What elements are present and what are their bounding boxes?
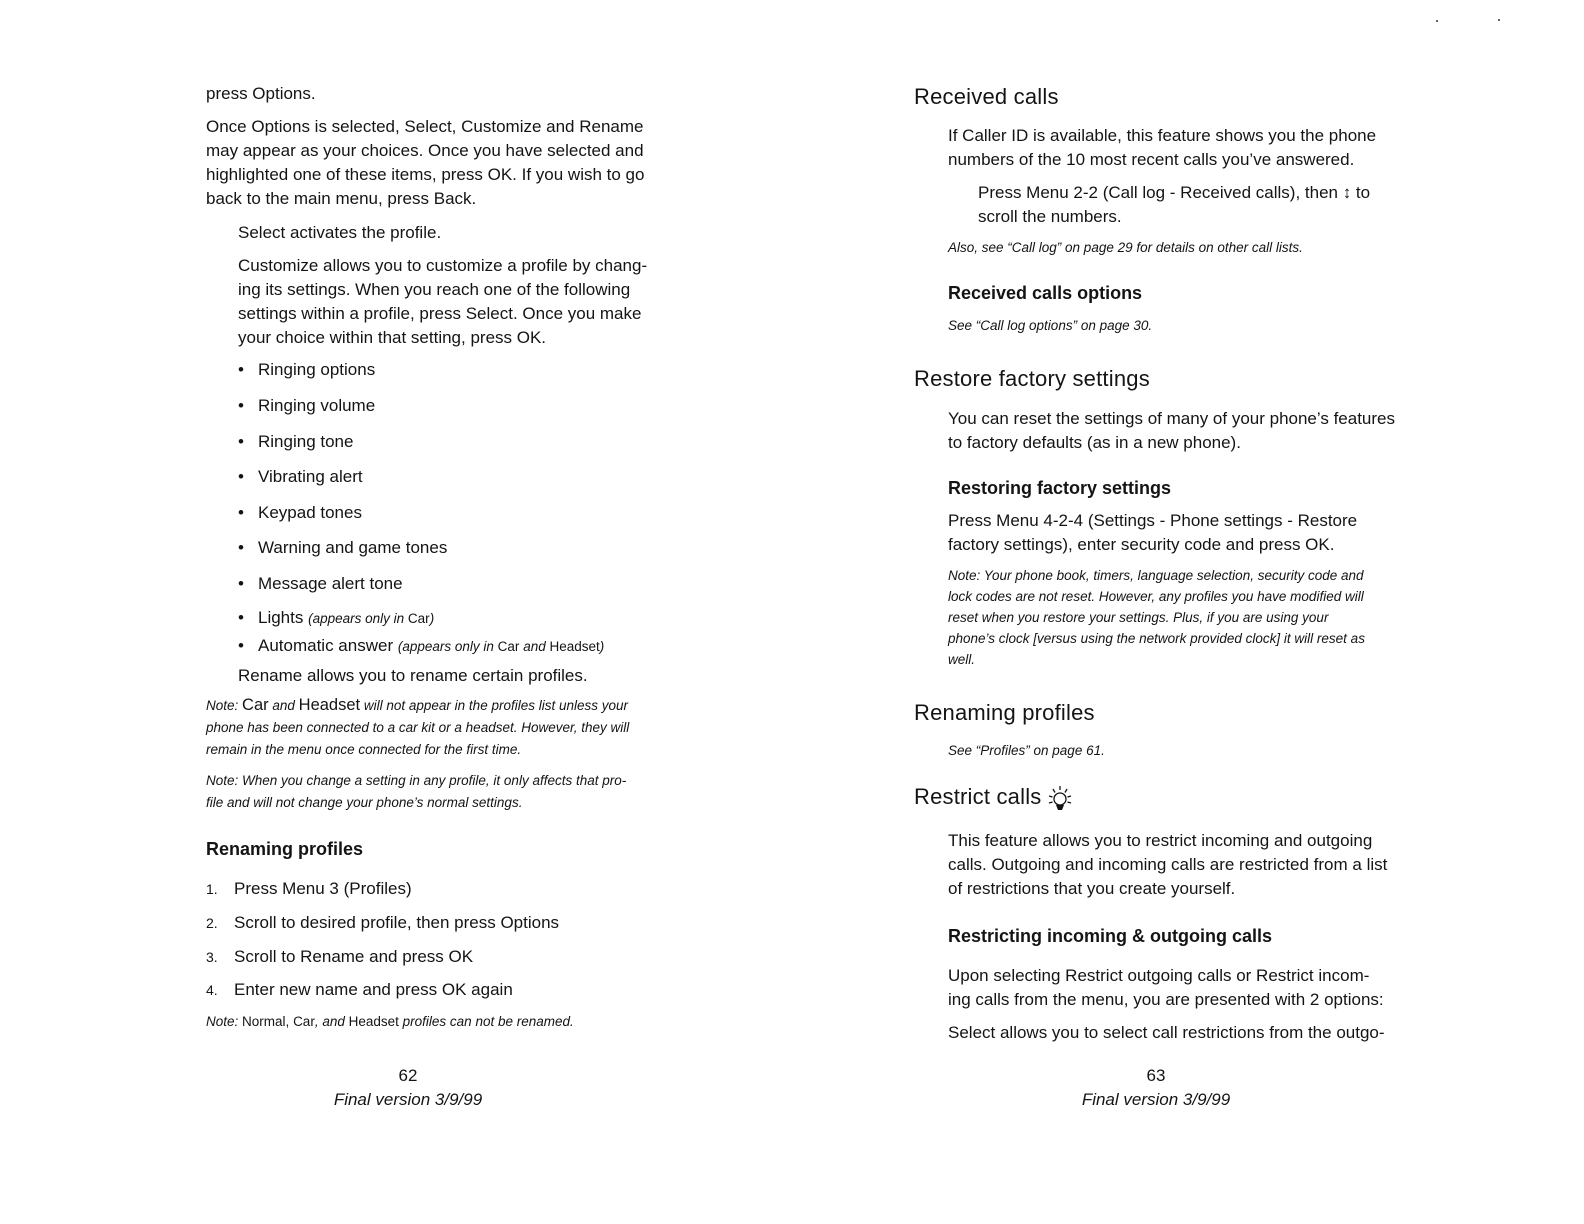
- paragraph-line: numbers of the 10 most recent calls you’ve answered.: [948, 150, 1355, 169]
- paragraph-line: Upon selecting Restrict outgoing calls or Restrict incom-: [948, 966, 1370, 985]
- list-item-label: Message alert tone: [258, 574, 403, 593]
- restricting-calls-heading: Restricting incoming & outgoing calls: [948, 926, 1273, 946]
- step-text: Scroll to desired profile, then press Options: [234, 913, 560, 932]
- list-item: • Message alert tone: [238, 574, 403, 593]
- paragraph-line: ing its settings. When you reach one of the following: [238, 280, 631, 299]
- list-item-label: Keypad tones: [258, 503, 362, 522]
- scan-speck: [1436, 20, 1438, 22]
- received-calls-crossref: Also, see “Call log” on page 29 for details on other call lists.: [948, 240, 1303, 255]
- paragraph-line: your choice within that setting, press OK.: [238, 328, 547, 347]
- paragraph-line: Customize allows you to customize a profile by chang-: [238, 256, 648, 275]
- list-item: 2. Scroll to desired profile, then press Options: [206, 913, 560, 932]
- list-item: 3. Scroll to Rename and press OK: [206, 947, 474, 966]
- page-footer: [12, 1064, 804, 1112]
- paragraph-line: ing calls from the menu, you are presented with 2 options:: [948, 990, 1384, 1009]
- paragraph-line: Press Menu 4-2-4 (Settings - Phone settings - Restore: [948, 511, 1358, 530]
- rename-paragraph: Rename allows you to rename certain profiles.: [238, 666, 588, 685]
- step-text: Press Menu 3 (Profiles): [234, 879, 412, 898]
- paragraph-line: may appear as your choices. Once you have selected and: [206, 141, 644, 160]
- list-item: 1. Press Menu 3 (Profiles): [206, 879, 412, 898]
- note-line: phone’s clock [versus using the network provided clock] it will reset as: [948, 631, 1365, 646]
- restore-factory-heading: Restore factory settings: [914, 366, 1150, 391]
- list-item-label: Lights: [258, 608, 304, 627]
- right-page: [792, 0, 1584, 1224]
- list-item: • Ringing tone: [238, 432, 354, 451]
- list-item: • Warning and game tones: [238, 538, 448, 557]
- paragraph-line: to factory defaults (as in a new phone).: [948, 433, 1241, 452]
- paragraph-line: You can reset the settings of many of your phone’s features: [948, 409, 1396, 428]
- list-item: • Ringing options: [238, 360, 376, 379]
- paragraph-line: calls. Outgoing and incoming calls are restricted from a list: [948, 855, 1388, 874]
- lightbulb-tip-icon: [1046, 784, 1074, 812]
- list-item: • Lights (appears only in Car): [238, 608, 435, 627]
- version-label: Final version 3/9/99: [333, 1090, 483, 1109]
- note-line: lock codes are not reset. However, any profiles you have modified will: [948, 589, 1364, 604]
- renaming-profiles-crossref: See “Profiles” on page 61.: [948, 743, 1105, 758]
- list-item-label: Ringing volume: [258, 396, 376, 415]
- list-item: • Keypad tones: [238, 503, 362, 522]
- intro-line: press Options.: [206, 84, 316, 103]
- list-item-label: Vibrating alert: [258, 467, 363, 486]
- paragraph-line: This feature allows you to restrict incoming and outgoing: [948, 831, 1373, 850]
- paragraph-line: settings within a profile, press Select. Once you make: [238, 304, 642, 323]
- note-line: Note: When you change a setting in any profile, it only affects that pro-: [206, 773, 627, 788]
- scan-speck: [1498, 19, 1500, 21]
- version-label: Final version 3/9/99: [1081, 1090, 1231, 1109]
- list-item-note: (appears only in Car): [308, 611, 435, 626]
- step-text: Scroll to Rename and press OK: [234, 947, 474, 966]
- note-line: remain in the menu once connected for the first time.: [206, 742, 522, 757]
- list-item: • Automatic answer (appears only in Car and Headset): [238, 636, 605, 655]
- select-paragraph: Select activates the profile.: [238, 223, 442, 242]
- page-number: 62: [398, 1066, 418, 1085]
- renaming-profiles-heading: Renaming profiles: [914, 700, 1095, 725]
- note-line: reset when you restore your settings. Plus, if you are using your: [948, 610, 1329, 625]
- paragraph-line: back to the main menu, press Back.: [206, 189, 477, 208]
- list-item-label: Automatic answer: [258, 636, 394, 655]
- paragraph-line: scroll the numbers.: [978, 207, 1122, 226]
- restrict-calls-heading: Restrict calls: [914, 784, 1074, 812]
- note-profiles-rename: Note: Normal, Car, and Headset profiles can not be renamed.: [206, 1014, 574, 1029]
- list-item-label: Ringing options: [258, 360, 376, 379]
- note-line: phone has been connected to a car kit or a headset. However, they will: [206, 720, 630, 735]
- list-item-note: (appears only in Car and Headset): [397, 639, 605, 654]
- paragraph-line: Press Menu 2-2 (Call log - Received calls), then ↕ to: [978, 183, 1371, 202]
- received-calls-options-crossref: See “Call log options” on page 30.: [948, 318, 1153, 333]
- list-item-label: Ringing tone: [258, 432, 354, 451]
- list-item-label: Warning and game tones: [258, 538, 448, 557]
- note-line: well.: [948, 652, 976, 667]
- paragraph-line: factory settings), enter security code and press OK.: [948, 535, 1335, 554]
- note-line: file and will not change your phone’s normal settings.: [206, 795, 523, 810]
- note-line: Note: Your phone book, timers, language selection, security code and: [948, 568, 1364, 583]
- select-paragraph: Select allows you to select call restrictions from the outgo-: [948, 1023, 1385, 1042]
- list-item: • Ringing volume: [238, 396, 376, 415]
- restoring-factory-heading: Restoring factory settings: [948, 478, 1172, 498]
- paragraph-line: Once Options is selected, Select, Customize and Rename: [206, 117, 644, 136]
- paragraph-line: of restrictions that you create yourself.: [948, 879, 1236, 898]
- paragraph-line: highlighted one of these items, press OK. If you wish to go: [206, 165, 645, 184]
- step-text: Enter new name and press OK again: [234, 980, 513, 999]
- renaming-profiles-heading: Renaming profiles: [206, 839, 364, 859]
- page-footer: [760, 1064, 1552, 1112]
- page-number: 63: [1146, 1066, 1166, 1085]
- list-item: 4. Enter new name and press OK again: [206, 980, 513, 999]
- list-item: • Vibrating alert: [238, 467, 363, 486]
- received-calls-options-heading: Received calls options: [948, 283, 1143, 303]
- note-line: Note: Car and Headset will not appear in the profiles list unless your: [206, 696, 629, 714]
- paragraph-line: If Caller ID is available, this feature shows you the phone: [948, 126, 1377, 145]
- received-calls-heading: Received calls: [914, 84, 1059, 109]
